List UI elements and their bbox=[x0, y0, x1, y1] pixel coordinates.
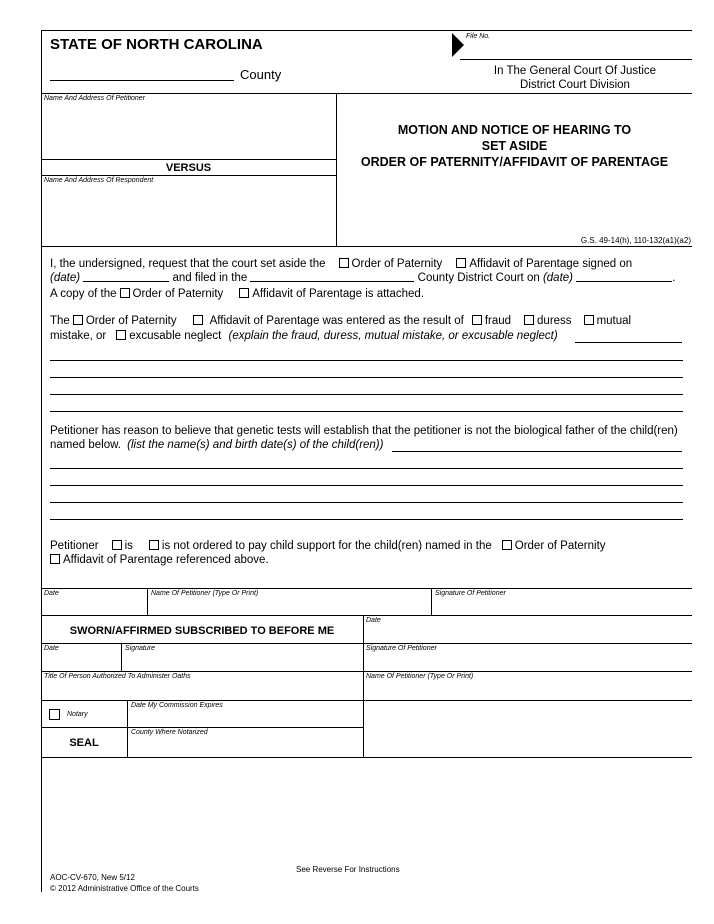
duress-label: duress bbox=[537, 315, 572, 327]
period: . bbox=[672, 272, 676, 284]
fraud-checkbox[interactable] bbox=[472, 315, 482, 325]
respondent-label: Name And Address Of Respondent bbox=[44, 177, 154, 184]
is-not-label: is not ordered to pay child support for the child(ren) named in the bbox=[161, 540, 492, 552]
sworn-row3-line bbox=[41, 700, 692, 701]
affidavit-signed-checkbox[interactable] bbox=[456, 258, 466, 268]
explain-field-line1[interactable] bbox=[575, 342, 682, 343]
children-field-line2[interactable] bbox=[50, 468, 683, 469]
sig-name-label: Name Of Petitioner (Type Or Print) bbox=[151, 590, 259, 597]
explain-field-line4[interactable] bbox=[50, 394, 683, 395]
petitioner-label-text: Petitioner bbox=[50, 540, 99, 552]
title-person-label: Title Of Person Authorized To Administer Oaths bbox=[44, 673, 191, 680]
form-title bbox=[337, 122, 692, 170]
sworn-signature-label: Signature bbox=[125, 645, 155, 652]
filed-in-label: and filed in the bbox=[172, 272, 248, 284]
county-label: County bbox=[240, 67, 282, 82]
affidavit-entered-checkbox[interactable] bbox=[193, 315, 203, 325]
file-no-label: File No. bbox=[466, 33, 491, 40]
commission-expires-label: Date My Commission Expires bbox=[131, 702, 223, 709]
versus-bottom-line bbox=[41, 175, 336, 176]
copyright: © 2012 Administrative Office of the Courts bbox=[50, 884, 199, 893]
affidavit-entered-label: Affidavit of Parentage was entered as the result of bbox=[209, 315, 464, 327]
para2-line1 bbox=[50, 315, 631, 327]
mutual-checkbox[interactable] bbox=[584, 315, 594, 325]
filed-date-field[interactable] bbox=[576, 271, 672, 282]
parties-bottom-border bbox=[41, 246, 692, 247]
order-paternity-label: Order of Paternity bbox=[351, 258, 443, 270]
support-order-checkbox[interactable] bbox=[502, 540, 512, 550]
support-affidavit-checkbox[interactable] bbox=[50, 554, 60, 564]
sworn-date-label: Date bbox=[44, 645, 59, 652]
support-affidavit-label: Affidavit of Parentage referenced above. bbox=[63, 554, 269, 566]
named-below-label: named below. bbox=[50, 439, 121, 451]
county-field[interactable] bbox=[50, 70, 234, 81]
fraud-label: fraud bbox=[484, 315, 512, 327]
title-line-2: SET ASIDE bbox=[481, 139, 548, 153]
statute-reference: G.S. 49-14(h), 110-132(a1)(a2) bbox=[580, 236, 691, 245]
court-line-1: In The General Court Of Justice bbox=[493, 65, 657, 77]
top-border bbox=[41, 30, 692, 31]
children-field-line1[interactable] bbox=[392, 451, 682, 452]
excusable-checkbox[interactable] bbox=[116, 330, 126, 340]
support-order-label: Order of Paternity bbox=[514, 540, 606, 552]
duress-checkbox[interactable] bbox=[524, 315, 534, 325]
is-checkbox[interactable] bbox=[112, 540, 122, 550]
order-entered-checkbox[interactable] bbox=[73, 315, 83, 325]
explain-instruction: (explain the fraud, duress, mutual mistake, or excusable neglect) bbox=[228, 330, 558, 342]
para1-line1 bbox=[50, 258, 632, 270]
parties-top-border bbox=[41, 93, 692, 94]
form-number: AOC-CV-670, New 5/12 bbox=[50, 873, 135, 882]
explain-field-line5[interactable] bbox=[50, 411, 683, 412]
sworn-divider bbox=[363, 615, 364, 757]
sworn-row1-line bbox=[41, 643, 692, 644]
date2-label: (date) bbox=[542, 272, 573, 284]
versus-top-line bbox=[41, 159, 336, 160]
title-line-3: ORDER OF PATERNITY/AFFIDAVIT OF PARENTAGE bbox=[360, 155, 669, 169]
para3-line2 bbox=[50, 439, 383, 451]
copy-of-the-label: A copy of the bbox=[50, 288, 117, 300]
sig-date-label: Date bbox=[44, 590, 59, 597]
excusable-label: excusable neglect bbox=[129, 330, 222, 342]
para4-line1 bbox=[50, 540, 606, 552]
order-entered-label: Order of Paternity bbox=[85, 315, 177, 327]
signature-bottom-border bbox=[41, 615, 692, 616]
para1-text: I, the undersigned, request that the court set aside the bbox=[50, 258, 326, 270]
sworn-bottom-border bbox=[41, 757, 692, 758]
sworn-name-petitioner-label: Name Of Petitioner (Type Or Print) bbox=[366, 673, 474, 680]
sworn-row2-divider bbox=[121, 643, 122, 671]
sig-divider-2 bbox=[431, 588, 432, 615]
sworn-date-right-label: Date bbox=[366, 617, 381, 624]
court-line-2: District Court Division bbox=[520, 79, 630, 91]
is-not-checkbox[interactable] bbox=[149, 540, 159, 550]
the-label: The bbox=[50, 315, 70, 327]
order-paternity-checkbox[interactable] bbox=[339, 258, 349, 268]
sworn-signature-petitioner-label: Signature Of Petitioner bbox=[366, 645, 437, 652]
children-field-line3[interactable] bbox=[50, 485, 683, 486]
versus-label: VERSUS bbox=[165, 162, 212, 174]
explain-field-line3[interactable] bbox=[50, 377, 683, 378]
state-heading: STATE OF NORTH CAROLINA bbox=[50, 36, 263, 53]
children-field-line4[interactable] bbox=[50, 502, 683, 503]
order-paternity-attached-checkbox[interactable] bbox=[120, 288, 130, 298]
mistake-or-label: mistake, or bbox=[50, 330, 107, 342]
para4-line2 bbox=[50, 554, 269, 566]
sig-divider-1 bbox=[147, 588, 148, 615]
triangle-marker-icon bbox=[452, 33, 464, 57]
para3-line1: Petitioner has reason to believe that genetic tests will establish that the petitioner is not the biological father of the child(ren) bbox=[50, 425, 678, 437]
county-court-field[interactable] bbox=[250, 271, 414, 282]
affidavit-attached-label: Affidavit of Parentage is attached. bbox=[252, 288, 425, 300]
title-line-1: MOTION AND NOTICE OF HEARING TO bbox=[397, 123, 632, 137]
seal-label: SEAL bbox=[69, 737, 99, 749]
notary-label: Notary bbox=[67, 711, 88, 718]
notary-divider bbox=[127, 700, 128, 757]
is-label: is bbox=[124, 540, 133, 552]
para1-line2 bbox=[50, 271, 675, 284]
order-paternity-attached-label: Order of Paternity bbox=[132, 288, 224, 300]
date-label: (date) bbox=[50, 272, 81, 284]
list-instruction: (list the name(s) and birth date(s) of the child(ren)) bbox=[127, 439, 384, 451]
file-no-field[interactable] bbox=[460, 59, 692, 60]
court-name bbox=[470, 64, 680, 92]
notary-checkbox[interactable] bbox=[49, 709, 60, 720]
signature-top-border bbox=[41, 588, 692, 589]
signed-date-field[interactable] bbox=[83, 271, 169, 282]
petitioner-label: Name And Address Of Petitioner bbox=[44, 95, 146, 102]
county-court-label: County District Court on bbox=[417, 272, 540, 284]
mutual-label: mutual bbox=[596, 315, 632, 327]
children-field-line5[interactable] bbox=[50, 519, 683, 520]
sworn-row4-line bbox=[41, 727, 363, 728]
explain-field-line2[interactable] bbox=[50, 360, 683, 361]
county-notarized-label: County Where Notarized bbox=[131, 729, 208, 736]
sworn-row2-line bbox=[41, 671, 692, 672]
affidavit-attached-checkbox[interactable] bbox=[239, 288, 249, 298]
sworn-heading: SWORN/AFFIRMED SUBSCRIBED TO BEFORE ME bbox=[69, 625, 335, 637]
affidavit-signed-label: Affidavit of Parentage signed on bbox=[469, 258, 633, 270]
sig-signature-label: Signature Of Petitioner bbox=[435, 590, 506, 597]
reverse-note: See Reverse For Instructions bbox=[296, 865, 400, 874]
para2-line2 bbox=[50, 330, 558, 342]
para1-line3 bbox=[50, 288, 424, 300]
